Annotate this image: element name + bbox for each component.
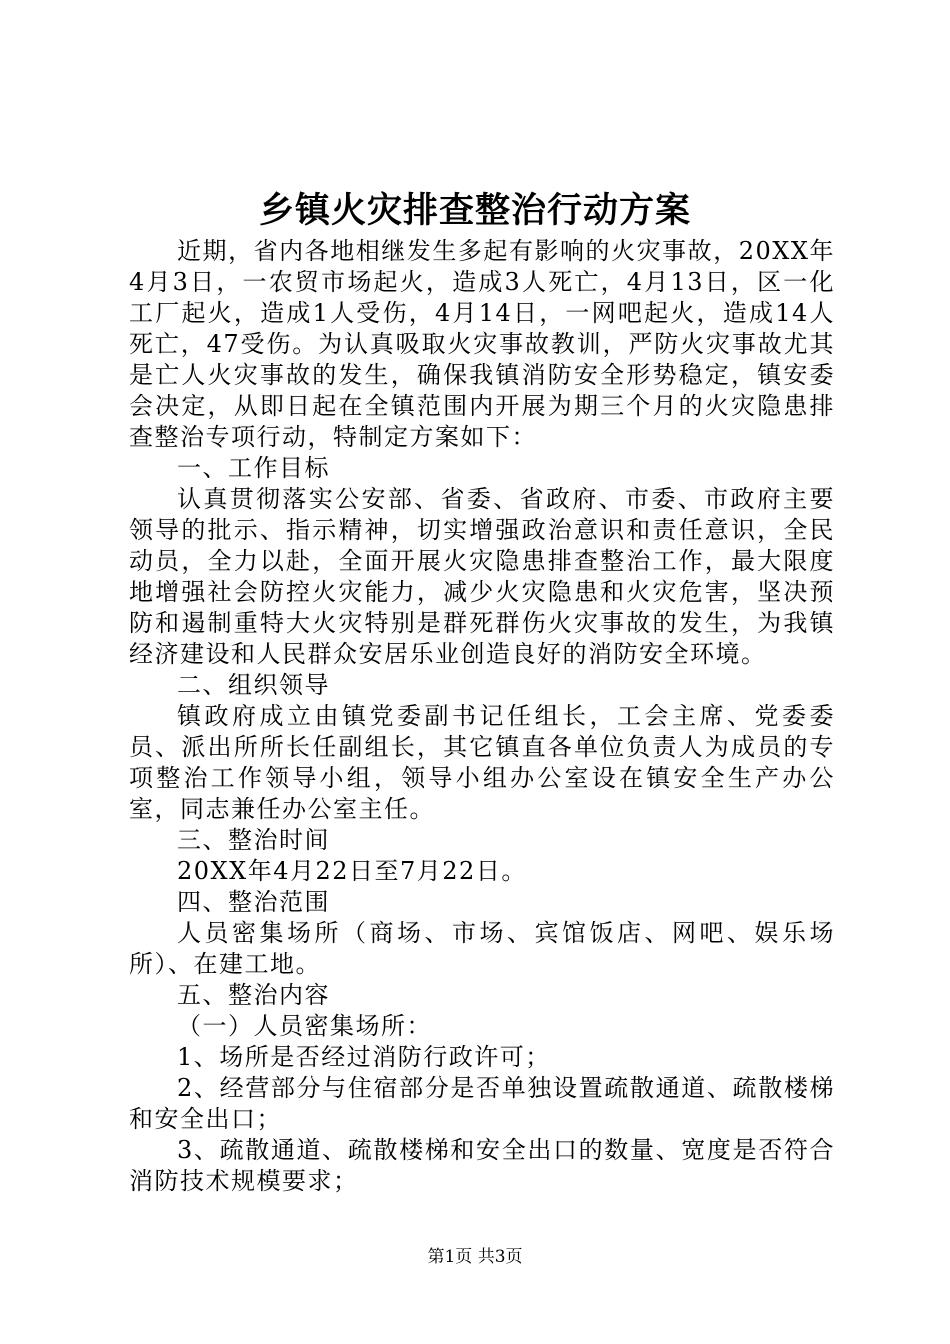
document-title: 乡镇火灾排查整治行动方案 bbox=[258, 190, 691, 231]
paragraph-organization: 镇政府成立由镇党委副书记任组长，工会主席、党委委员、派出所所长任副组长，其它镇直各单位负责人为成员的专项整治工作领导小组，领导小组办公室设在镇安全生产办公室，同志兼任办公室主任。 bbox=[129, 702, 835, 823]
subsection-heading-crowded-places: （一）人员密集场所： bbox=[177, 1012, 432, 1040]
section-heading-content: 五、整治内容 bbox=[177, 981, 330, 1009]
list-item-3: 3、疏散通道、疏散楼梯和安全出口的数量、宽度是否符合消防技术规模要求； bbox=[129, 1136, 835, 1195]
section-heading-organization: 二、组织领导 bbox=[177, 671, 330, 699]
page-number: 第1页 共3页 bbox=[427, 1247, 523, 1267]
document-body bbox=[129, 236, 835, 1197]
paragraph-scope: 人员密集场所（商场、市场、宾馆饭店、网吧、娱乐场所）、在建工地。 bbox=[129, 919, 835, 978]
section-heading-work-goal: 一、工作目标 bbox=[177, 454, 330, 482]
list-item-1: 1、场所是否经过消防行政许可； bbox=[177, 1043, 551, 1071]
section-heading-time: 三、整治时间 bbox=[177, 826, 330, 854]
paragraph-work-goal: 认真贯彻落实公安部、省委、省政府、市委、市政府主要领导的批示、指示精神，切实增强政治意识和责任意识，全民动员，全力以赴，全面开展火灾隐患排查整治工作，最大限度地增强社会防控火灾能力，减少火灾隐患和火灾危害，坚决预防和遏制重特大火灾特别是群死群伤火灾事故的发生，为我镇经济建设和人民群众安居乐业创造良好的消防安全环境。 bbox=[129, 485, 835, 668]
section-heading-scope: 四、整治范围 bbox=[177, 888, 330, 916]
list-item-2: 2、经营部分与住宿部分是否单独设置疏散通道、疏散楼梯和安全出口； bbox=[129, 1074, 835, 1133]
paragraph-time: 20XX年4月22日至7月22日。 bbox=[177, 857, 527, 885]
paragraph-intro: 近期，省内各地相继发生多起有影响的火灾事故，20XX年4月3日，一农贸市场起火，造成3人死亡，4月13日，区一化工厂起火，造成1人受伤，4月14日，一网吧起火，造成14人死亡，47受伤。为认真吸取火灾事故教训，严防火灾事故尤其是亡人火灾事故的发生，确保我镇消防安全形势稳定，镇安委会决定，从即日起在全镇范围内开展为期三个月的火灾隐患排查整治专项行动，特制定方案如下： bbox=[129, 237, 835, 451]
